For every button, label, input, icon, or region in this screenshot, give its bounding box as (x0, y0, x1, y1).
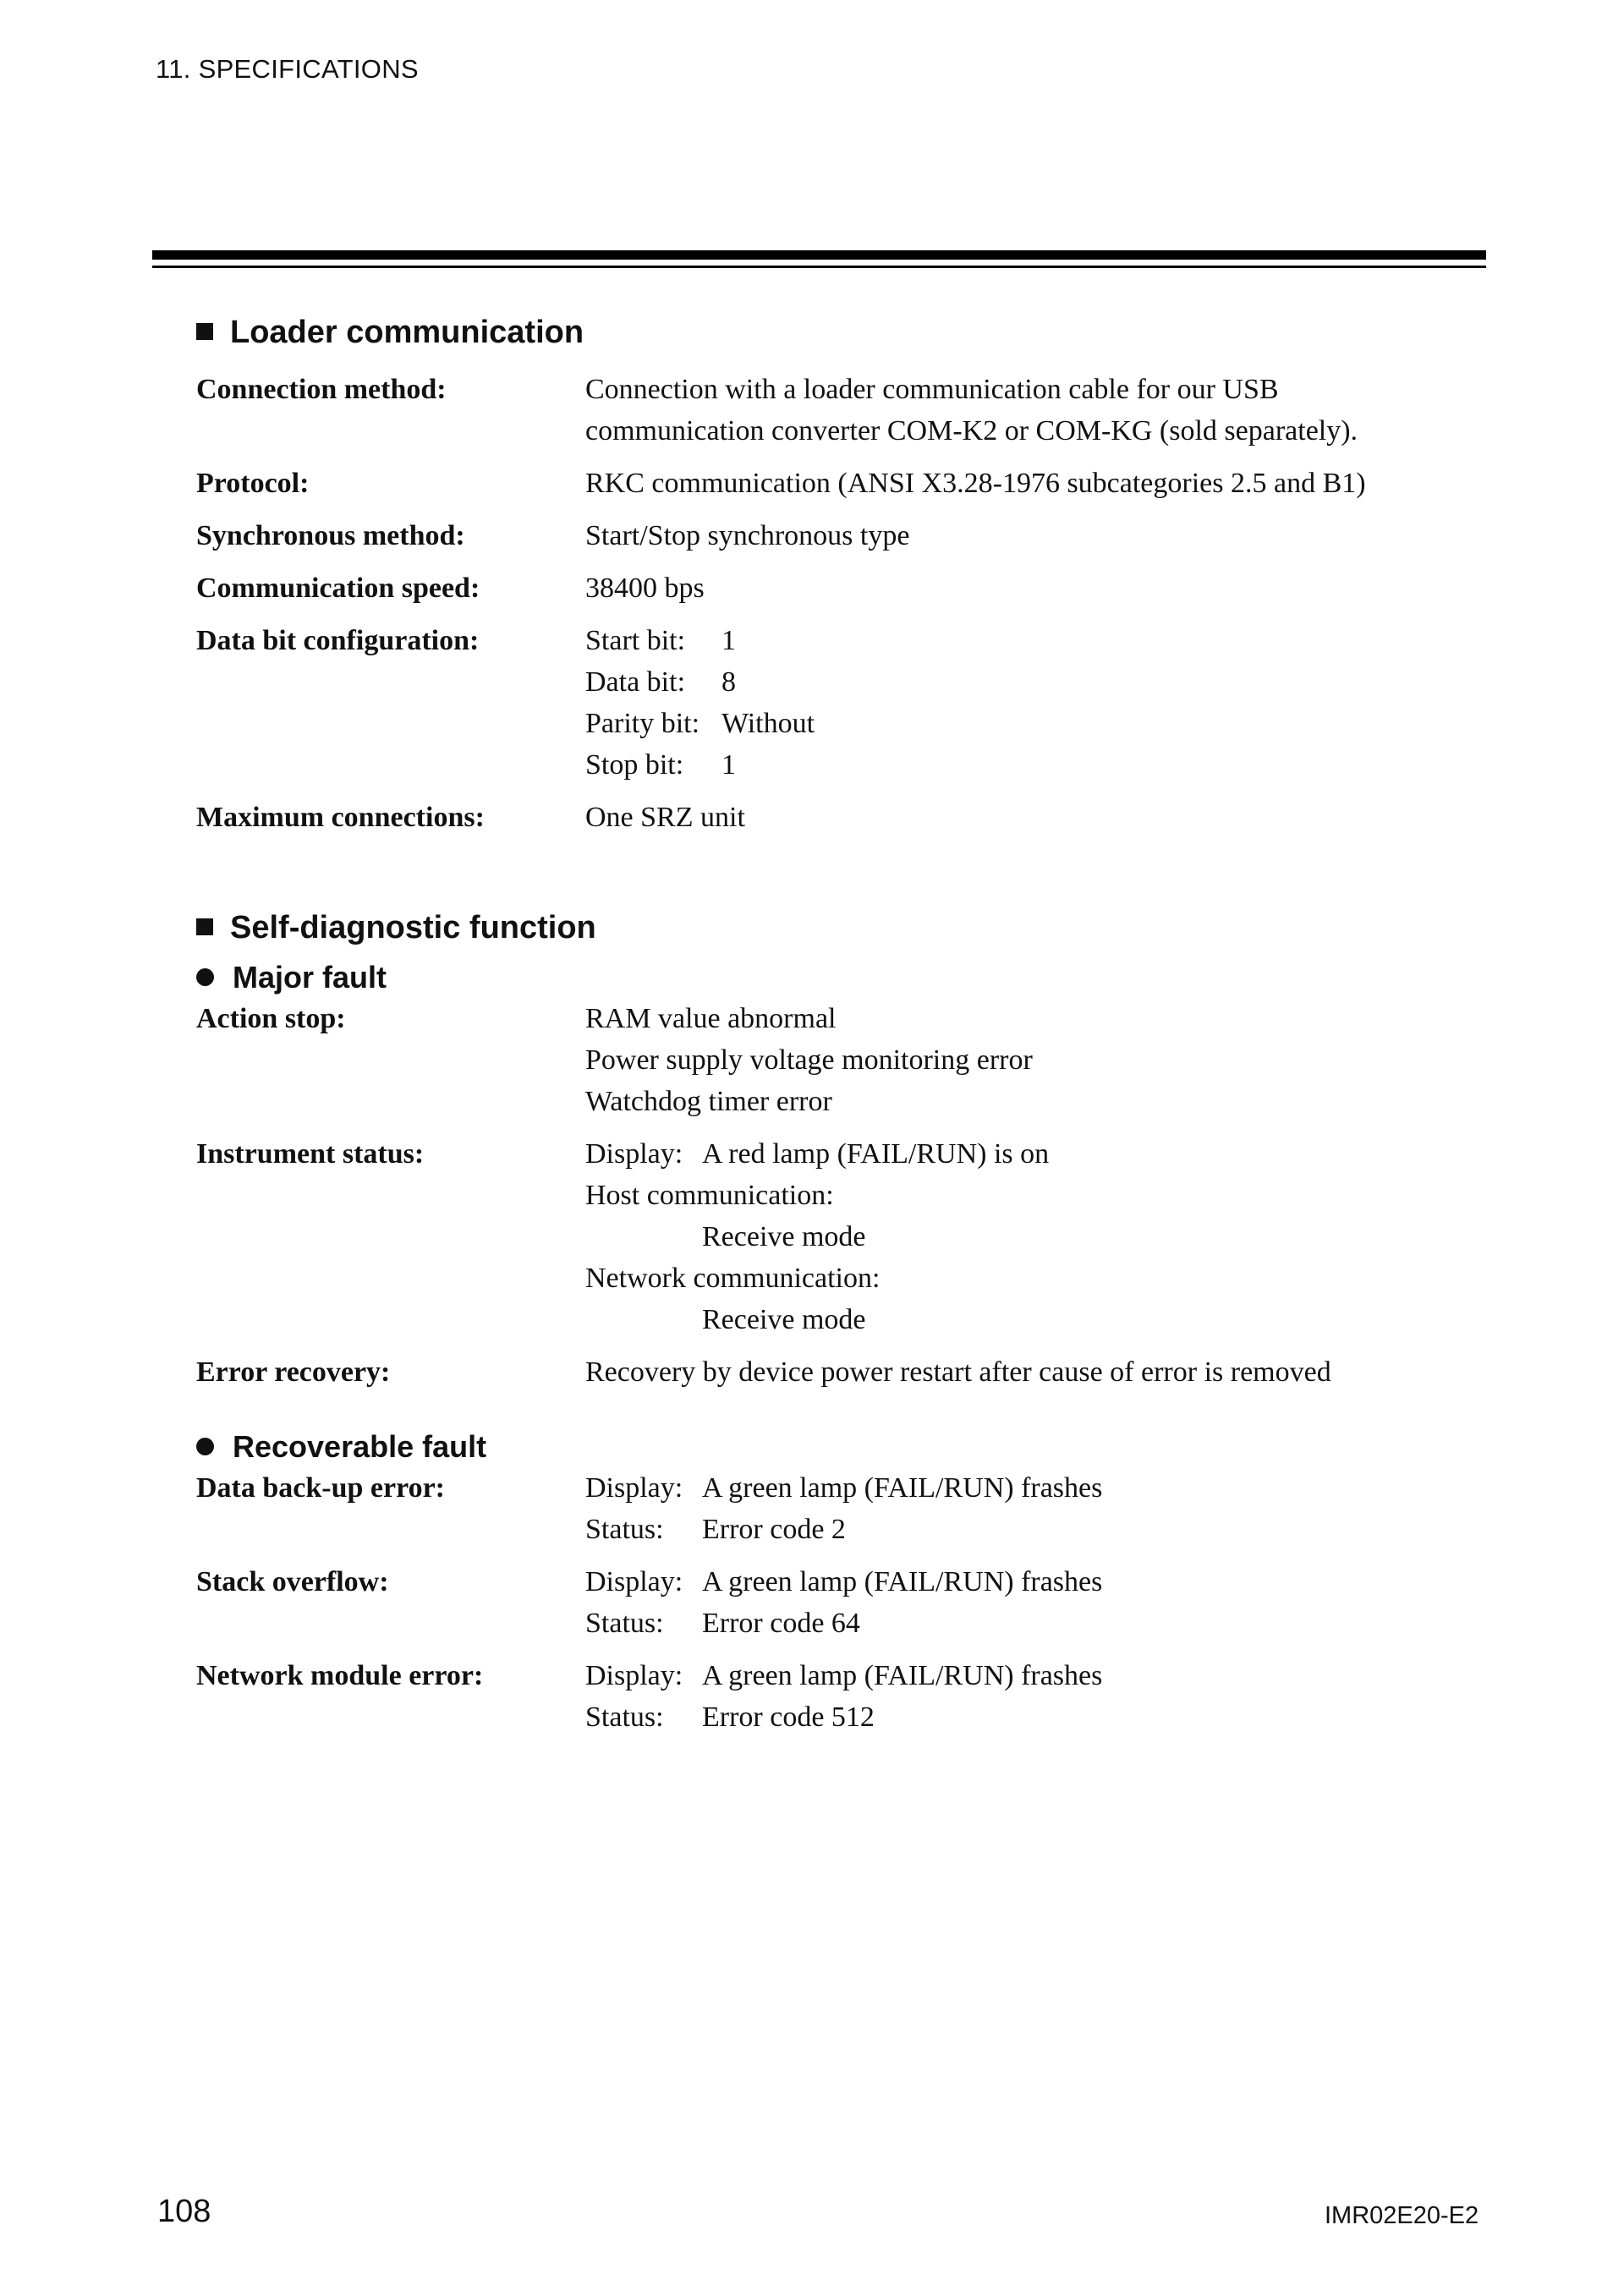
spec-label: Action stop: (196, 1003, 346, 1034)
spec-row-databits (196, 620, 1482, 786)
spec-row-instrument-status (196, 1133, 1482, 1340)
kv-key: Display: (585, 1138, 683, 1170)
subheading-major-fault (196, 960, 387, 995)
kv-key: Display: (585, 1472, 683, 1504)
spec-value: One SRZ unit (585, 802, 745, 833)
kv-value: Error code 2 (702, 1514, 846, 1545)
kv-value: 1 (721, 625, 736, 656)
kv-key: Display: (585, 1660, 683, 1691)
document-code: IMR02E20-E2 (1325, 2202, 1479, 2229)
spec-value-line (585, 1299, 1482, 1340)
round-bullet-icon (196, 1438, 214, 1455)
spec-value: Start/Stop synchronous type (585, 520, 910, 551)
spec-label: Stack overflow: (196, 1566, 389, 1597)
kv-key: Data bit: (585, 666, 686, 698)
spec-value-line (585, 1655, 1482, 1696)
kv-value: Receive mode (702, 1304, 866, 1335)
kv-value: A red lamp (FAIL/RUN) is on (702, 1138, 1050, 1170)
spec-label: Data bit configuration: (196, 625, 480, 656)
kv-value: A green lamp (FAIL/RUN) frashes (702, 1660, 1103, 1691)
spec-row-sync (196, 515, 1482, 556)
spec-value (585, 369, 1482, 452)
kv-value: Error code 512 (702, 1701, 875, 1733)
spec-value-line (585, 1216, 1482, 1258)
spec-value-line (585, 1561, 1482, 1603)
spec-value (585, 1467, 1482, 1550)
spec-label: Communication speed: (196, 573, 480, 604)
spec-row-maxconn (196, 797, 1482, 838)
subheading-recoverable-fault (196, 1429, 486, 1465)
kv-value: 1 (721, 749, 736, 781)
spec-value: Recovery by device power restart after cause of error is removed (585, 1356, 1331, 1388)
kv-key: Status: (585, 1514, 664, 1545)
spec-value-line: RAM value abnormal (585, 1003, 837, 1034)
spec-value: RKC communication (ANSI X3.28-1976 subcategories 2.5 and B1) (585, 468, 1366, 499)
section-heading-loader (196, 315, 584, 351)
kv-key: Display: (585, 1566, 683, 1597)
kv-key: Stop bit: (585, 749, 684, 781)
spec-value-line (585, 744, 1482, 786)
spec-value-line: Connection with a loader communication cable for our USB (585, 374, 1279, 405)
spec-value-line: Watchdog timer error (585, 1086, 832, 1117)
kv-value: Receive mode (702, 1221, 866, 1252)
spec-label: Synchronous method: (196, 520, 465, 551)
loader-spec-table (196, 369, 1482, 838)
spec-row-network-module-error (196, 1655, 1482, 1738)
recoverable-fault-table (196, 1467, 1482, 1738)
spec-row-error-recovery (196, 1351, 1482, 1393)
spec-label: Maximum connections: (196, 802, 485, 833)
spec-label: Data back-up error: (196, 1472, 445, 1504)
kv-key: Status: (585, 1701, 664, 1733)
spec-value-line (585, 1467, 1482, 1509)
kv-value: 8 (721, 666, 736, 698)
spec-value (585, 1655, 1482, 1738)
spec-value-line: Host communication: (585, 1180, 834, 1211)
spec-value-line (585, 1133, 1482, 1175)
spec-value-line (585, 1509, 1482, 1550)
square-bullet-icon (196, 323, 213, 340)
header-rule-thin (152, 266, 1486, 268)
spec-value-line: communication converter COM-K2 or COM-KG (sold separately). (585, 415, 1358, 447)
kv-key: Parity bit: (585, 708, 700, 739)
kv-value: A green lamp (FAIL/RUN) frashes (702, 1472, 1103, 1504)
kv-value: Without (721, 708, 815, 739)
subheading-title: Major fault (233, 960, 387, 995)
spec-value-line (585, 1603, 1482, 1644)
spec-row-backup-error (196, 1467, 1482, 1550)
spec-row-connection (196, 369, 1482, 452)
section-heading-selfdiag (196, 910, 596, 946)
spec-value-line (585, 1696, 1482, 1738)
spec-label: Instrument status: (196, 1138, 425, 1170)
section-title-loader: Loader communication (230, 315, 584, 350)
spec-row-speed (196, 567, 1482, 609)
spec-label: Connection method: (196, 374, 447, 405)
kv-key: Start bit: (585, 625, 686, 656)
spec-value (585, 998, 1482, 1122)
kv-value: Error code 64 (702, 1608, 860, 1639)
major-fault-table (196, 998, 1482, 1393)
spec-row-action-stop (196, 998, 1482, 1122)
spec-value (585, 1133, 1482, 1340)
section-title-selfdiag: Self-diagnostic function (230, 910, 596, 945)
subheading-title: Recoverable fault (233, 1429, 487, 1464)
round-bullet-icon (196, 968, 214, 986)
page-number: 108 (157, 2194, 211, 2229)
header-rule-thick (152, 250, 1486, 260)
spec-label: Network module error: (196, 1660, 484, 1691)
kv-value: A green lamp (FAIL/RUN) frashes (702, 1566, 1103, 1597)
spec-label: Error recovery: (196, 1356, 391, 1388)
spec-value: 38400 bps (585, 573, 705, 604)
spec-value-line: Power supply voltage monitoring error (585, 1044, 1033, 1076)
spec-row-protocol (196, 463, 1482, 504)
spec-value-line (585, 703, 1482, 744)
square-bullet-icon (196, 918, 213, 935)
spec-row-stack-overflow (196, 1561, 1482, 1644)
running-header: 11. SPECIFICATIONS (156, 54, 419, 84)
spec-value-line: Network communication: (585, 1263, 881, 1294)
spec-value-line (585, 620, 1482, 661)
spec-label: Protocol: (196, 468, 310, 499)
kv-key: Status: (585, 1608, 664, 1639)
spec-value (585, 1561, 1482, 1644)
spec-value-line (585, 661, 1482, 703)
spec-value (585, 620, 1482, 786)
